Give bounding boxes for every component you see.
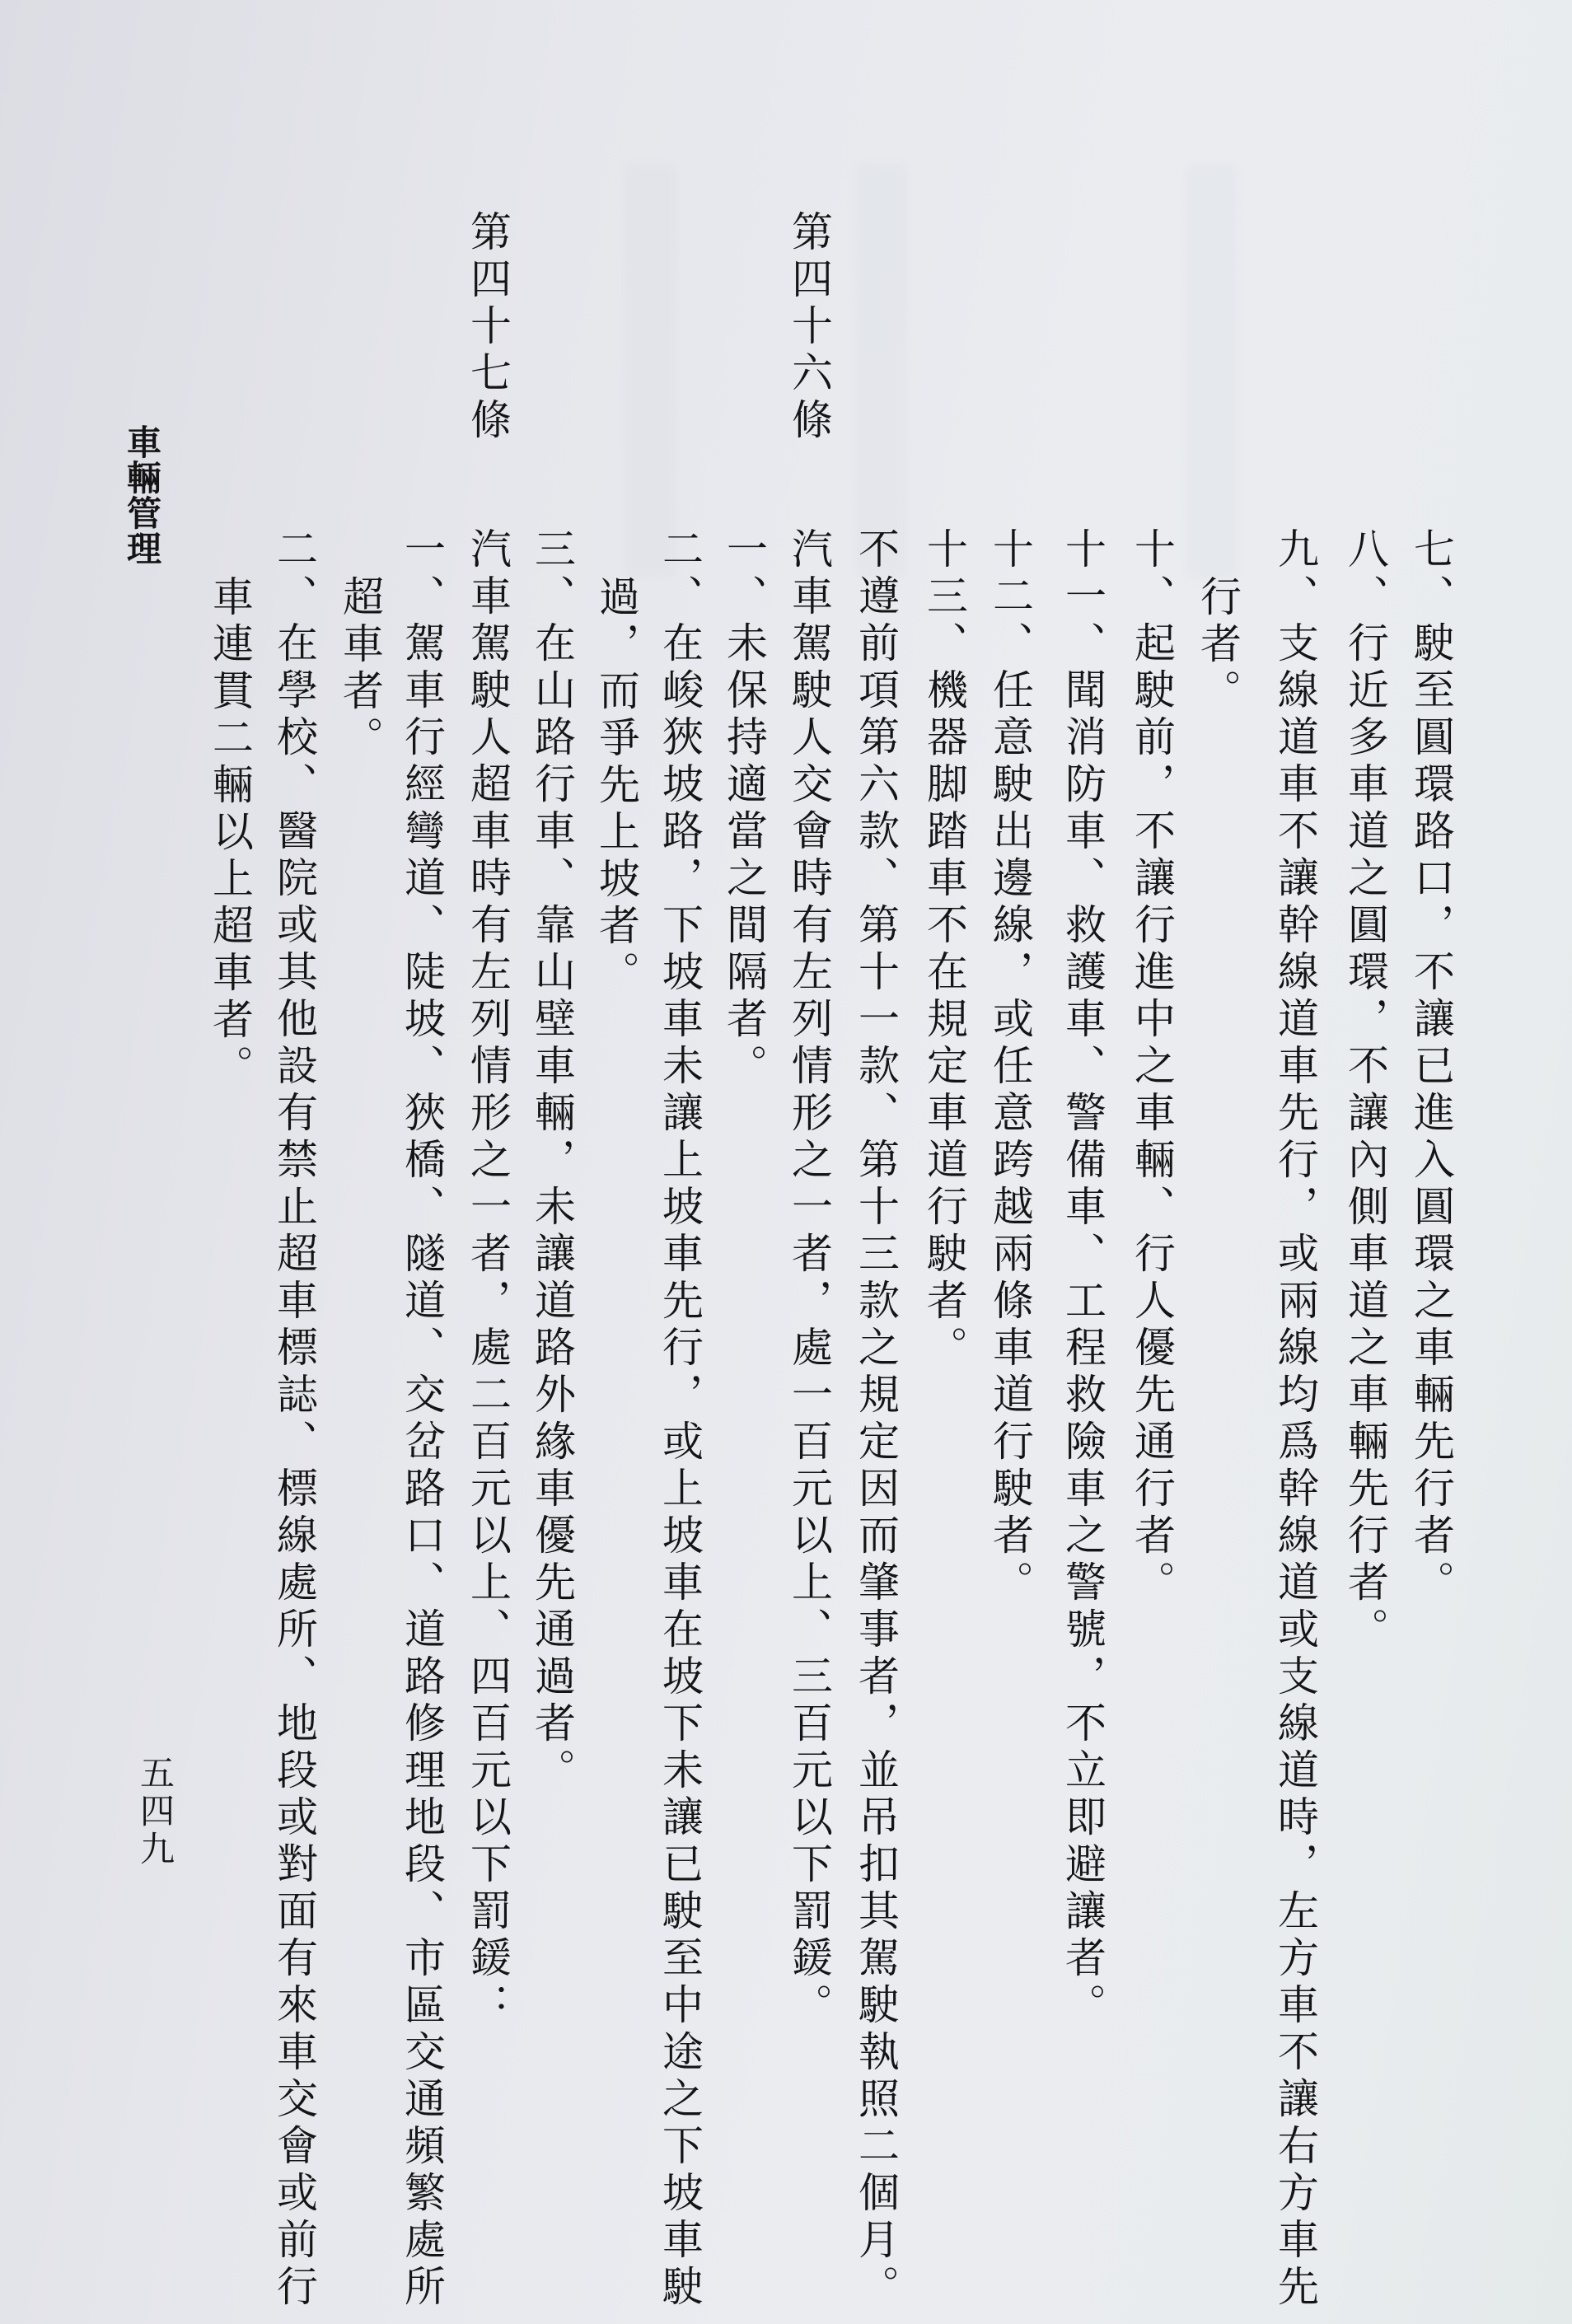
article-46-heading: 第四十六條	[785, 210, 833, 445]
article-46-item-2: 二、在峻狹坡路，下坡車未讓上坡車先行，或上坡車在坡下未讓已駛至中途之下坡車駛	[656, 527, 704, 2312]
list-item-13: 十三、機器脚踏車不在規定車道行駛者。	[920, 527, 968, 1372]
show-through-shadow	[857, 165, 906, 577]
article-46-intro: 汽車駕駛人交會時有左列情形之一者，處一百元以上、三百元以下罰鍰。	[785, 527, 833, 2030]
article-47-item-1-continuation: 超車者。	[336, 575, 384, 763]
article-46-item-3: 三、在山路行車、靠山壁車輛，未讓道路外緣車優先通過者。	[528, 527, 576, 1795]
list-item-9-continuation: 行者。	[1194, 575, 1242, 716]
article-47-item-2-continuation: 車連貫二輛以上超車者。	[206, 575, 254, 1092]
article-closing-paragraph: 不遵前項第六款、第十一款、第十三款之規定因而肇事者，並吊扣其駕駛執照二個月。	[852, 527, 900, 2312]
article-47-intro: 汽車駕駛人超車時有左列情形之一者，處二百元以上、四百元以下罰鍰：	[464, 527, 512, 2030]
article-47-heading: 第四十七條	[464, 210, 512, 445]
running-head: 車輛管理	[122, 424, 162, 566]
list-item-7: 七、駛至圓環路口，不讓已進入圓環之車輛先行者。	[1407, 527, 1455, 1607]
article-46-item-2-continuation: 過，而爭先上坡者。	[592, 575, 640, 998]
show-through-shadow	[626, 165, 676, 577]
page-number: 五四九	[135, 1755, 175, 1868]
article-47-item-1: 一、駕車行經彎道、陡坡、狹橋、隧道、交岔路口、道路修理地段、市區交通頻繁處所	[398, 527, 446, 2312]
list-item-9: 九、支線道車不讓幹線道車先行，或兩線均爲幹線道或支線道時，左方車不讓右方車先	[1271, 527, 1319, 2312]
list-item-10: 十、起駛前，不讓行進中之車輛、行人優先通行者。	[1128, 527, 1176, 1607]
article-47-item-2: 二、在學校、醫院或其他設有禁止超車標誌、標線處所、地段或對面有來車交會或前行	[270, 527, 318, 2312]
list-item-12: 十二、任意駛出邊線，或任意跨越兩條車道行駛者。	[986, 527, 1034, 1607]
show-through-shadow	[1186, 165, 1236, 577]
list-item-11: 十一、聞消防車、救護車、警備車、工程救險車之警號，不立即避讓者。	[1059, 527, 1106, 2030]
article-46-item-1: 一、未保持適當之間隔者。	[720, 527, 768, 1091]
list-item-8: 八、行近多車道之圓環，不讓內側車道之車輛先行者。	[1341, 527, 1389, 1654]
